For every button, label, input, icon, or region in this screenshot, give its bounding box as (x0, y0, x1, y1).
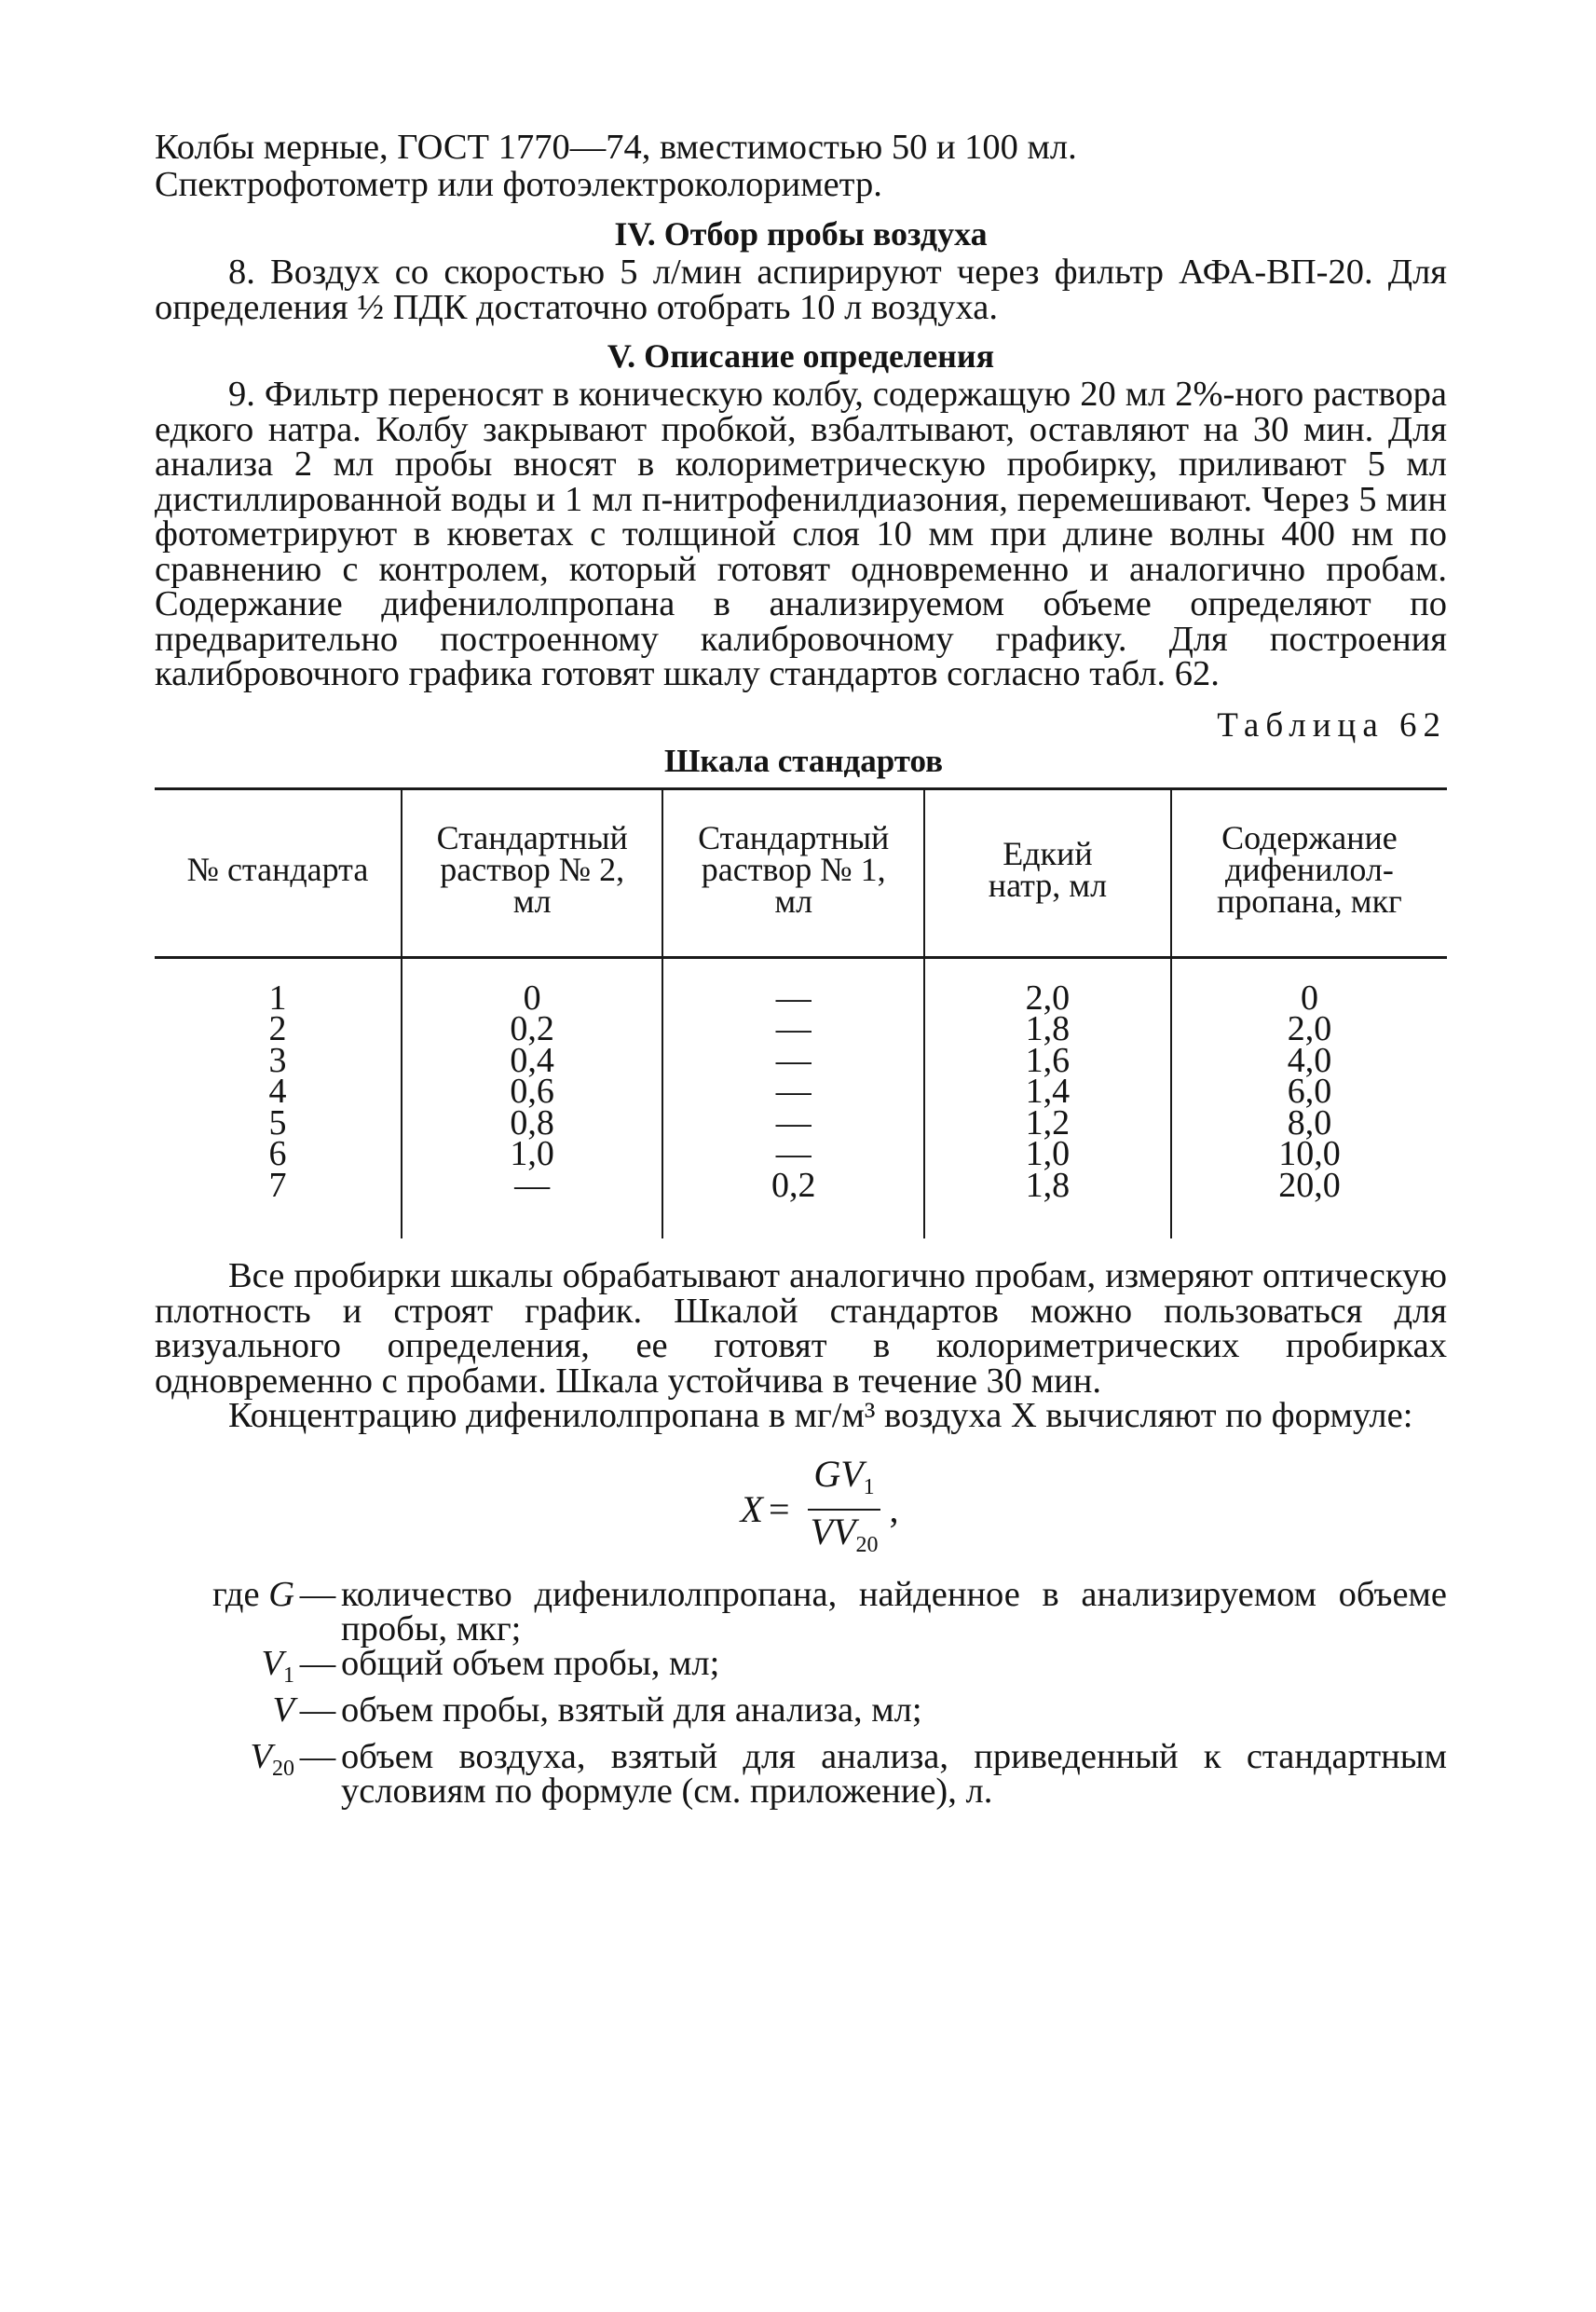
section-heading-procedure: V. Описание определения (607, 337, 995, 375)
definition-item (155, 1643, 1447, 1693)
equipment-line-flasks: Колбы мерные, ГОСТ 1770—74, вместимостью 50 и 100 мл. (155, 128, 1077, 167)
formula-comma: , (889, 1488, 899, 1530)
definition-item (155, 1736, 1447, 1811)
definition-dash: — (299, 1736, 336, 1776)
section-heading-sampling: IV. Отбор пробы воздуха (614, 215, 988, 253)
table-body-row (155, 957, 1447, 1238)
equipment-line-spectrophotometer: Спектрофотометр или фотоэлектроколориметр. (155, 165, 882, 204)
formula-equals: = (769, 1488, 790, 1530)
paragraph-concentration-intro: Концентрацию дифенилолпропана в мг/м³ воздуха X вычисляют по формуле: (228, 1396, 1413, 1435)
table-title: Шкала стандартов (663, 742, 944, 779)
table-caption-row (155, 705, 1447, 743)
definition-text: объем воздуха, взятый для анализа, приведенный к стандартным условиям по формуле (см. приложение), л. (341, 1736, 1447, 1811)
column-standard-number: 1 2 3 4 5 6 7 (268, 978, 287, 1205)
definition-item (155, 1690, 1447, 1740)
column-caustic-soda: 2,0 1,8 1,6 1,4 1,2 1,0 1,8 (924, 957, 1171, 1238)
column-content: 0 2,0 4,0 6,0 8,0 10,0 20,0 (1171, 957, 1447, 1238)
definition-dash: — (299, 1574, 336, 1614)
definition-symbol: $V_{20}$ (250, 1736, 294, 1781)
header-standard-solution-1: Стандартный раствор № 1, мл (662, 788, 924, 957)
formula-lhs: X (740, 1488, 763, 1530)
header-standard-number: № стандарта (155, 788, 402, 957)
definition-symbol: V (272, 1690, 294, 1730)
paragraph-sampling: 8. Воздух со скоростью 5 л/мин аспирируют через фильтр АФА-ВП-20. Для определения ½ ПДК достаточно отобрать 10 л воздуха. (155, 253, 1447, 327)
table-header-row (155, 788, 1447, 957)
header-diphenylolpropane-content: Содержание дифенилол- пропана, мкг (1171, 788, 1447, 957)
definition-symbol: $V_1$ (261, 1643, 294, 1688)
concentration-formula (155, 1452, 1447, 1563)
table-number-label: Таблица 62 (1217, 705, 1447, 745)
formula-numerator: $GV_1$ (808, 1457, 880, 1511)
definition-text: общий объем пробы, мл; (341, 1643, 720, 1683)
definition-dash: — (299, 1643, 336, 1683)
column-solution-1: — — — — — — 0,2 (662, 957, 924, 1238)
definition-text: количество дифенилолпропана, найденное в анализируемом объеме пробы, мкг; (341, 1574, 1447, 1648)
header-standard-solution-2: Стандартный раствор № 2, мл (402, 788, 663, 957)
definition-text: объем пробы, взятый для анализа, мл; (341, 1690, 922, 1730)
definition-item (155, 1574, 1447, 1648)
paragraph-scale-processing: Все пробирки шкалы обрабатывают аналогично пробам, измеряют оптическую плотность и строят график. Шкалой стандартов можно пользоваться для визуального определения, ее готовят в колориметрических пробирках одновременно с пробами. Шкала устойчива в течение 30 мин. (155, 1256, 1447, 1401)
paragraph-procedure: 9. Фильтр переносят в коническую колбу, содержащую 20 мл 2%-ного раствора едкого натра. Колбу закрывают пробкой, взбалтывают, оставляют на 30 мин. Для анализа 2 мл пробы вносят в колориметрическую пробирку, приливают 5 мл дистиллированной воды и 1 мл п-нитрофенилдиазония, перемешивают. Через 5 мин фотометрируют в кюветах с толщиной слоя 10 мм при длине волны 400 нм по сравнению с контролем, который готовят одновременно и аналогично пробам. Содержание дифенилолпропана в анализируемом объеме определяют по предварительно построенному калибровочному графику. Для построения калибровочного графика готовят шкалу стандартов согласно табл. 62. (155, 375, 1447, 693)
standards-table (155, 787, 1447, 1239)
definition-dash: — (299, 1690, 336, 1730)
column-solution-2: 0 0,2 0,4 0,6 0,8 1,0 — (402, 957, 663, 1238)
definition-symbol: где G (212, 1574, 294, 1614)
header-caustic-soda: Едкий натр, мл (924, 788, 1171, 957)
formula-fraction (805, 1452, 884, 1563)
document-page (155, 129, 1447, 1809)
formula-denominator: $VV_{20}$ (810, 1510, 879, 1557)
variable-definitions (155, 1574, 1447, 1811)
